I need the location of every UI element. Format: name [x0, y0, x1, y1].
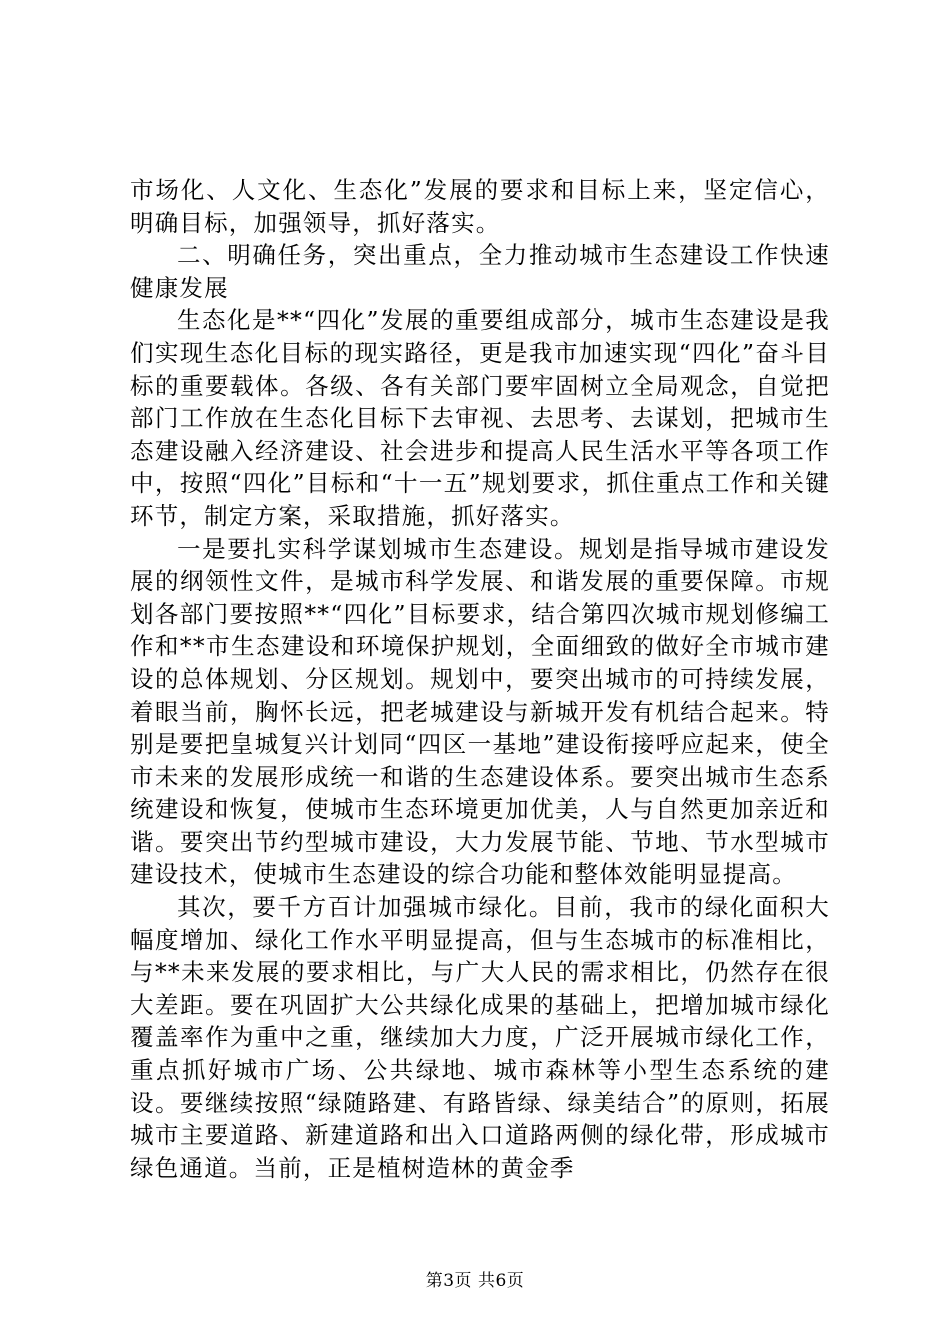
section-heading: 二、明确任务，突出重点，全力推动城市生态建设工作快速健康发展	[130, 241, 830, 302]
paragraph-3: 生态化是**“四化”发展的重要组成部分，城市生态建设是我们实现生态化目标的现实路径，更是我市加速实现“四化”奋斗目标的重要载体。各级、各有关部门要牢固树立全局观念，自觉把部门工作放在生态化目标下去审视、去思考、去谋划，把城市生态建设融入经济建设、社会进步和提高人民生活水平等各项工作中，按照“四化”目标和“十一五”规划要求，抓住重点工作和关键环节，制定方案，采取措施，抓好落实。	[130, 306, 830, 530]
paragraph-1: 市场化、人文化、生态化”发展的要求和目标上来，坚定信心，明确目标，加强领导，抓好落实。	[130, 176, 830, 237]
paragraph-4: 一是要扎实科学谋划城市生态建设。规划是指导城市建设发展的纲领性文件，是城市科学发展、和谐发展的重要保障。市规划各部门要按照**“四化”目标要求，结合第四次城市规划修编工作和**市生态建设和环境保护规划，全面细致的做好全市城市建设的总体规划、分区规划。规划中，要突出城市的可持续发展，着眼当前，胸怀长远，把老城建设与新城开发有机结合起来。特别是要把皇城复兴计划同“四区一基地”建设衔接呼应起来，使全市未来的发展形成统一和谐的生态建设体系。要突出城市生态系统建设和恢复，使城市生态环境更加优美，人与自然更加亲近和谐。要突出节约型城市建设，大力发展节能、节地、节水型城市建设技术，使城市生态建设的综合功能和整体效能明显提高。	[130, 534, 830, 889]
paragraph-5: 其次，要千方百计加强城市绿化。目前，我市的绿化面积大幅度增加、绿化工作水平明显提高，但与生态城市的标准相比，与**未来发展的要求相比，与广大人民的需求相比，仍然存在很大差距。要在巩固扩大公共绿化成果的基础上，把增加城市绿化覆盖率作为重中之重，继续加大力度，广泛开展城市绿化工作，重点抓好城市广场、公共绿地、城市森林等小型生态系统的建设。要继续按照“绿随路建、有路皆绿、绿美结合”的原则，拓展城市主要道路、新建道路和出入口道路两侧的绿化带，形成城市绿色通道。当前，正是植树造林的黄金季	[130, 893, 830, 1182]
page-number-label: 第3页 共6页	[425, 1271, 525, 1291]
document-body	[130, 174, 830, 1184]
page-footer	[0, 1270, 950, 1292]
